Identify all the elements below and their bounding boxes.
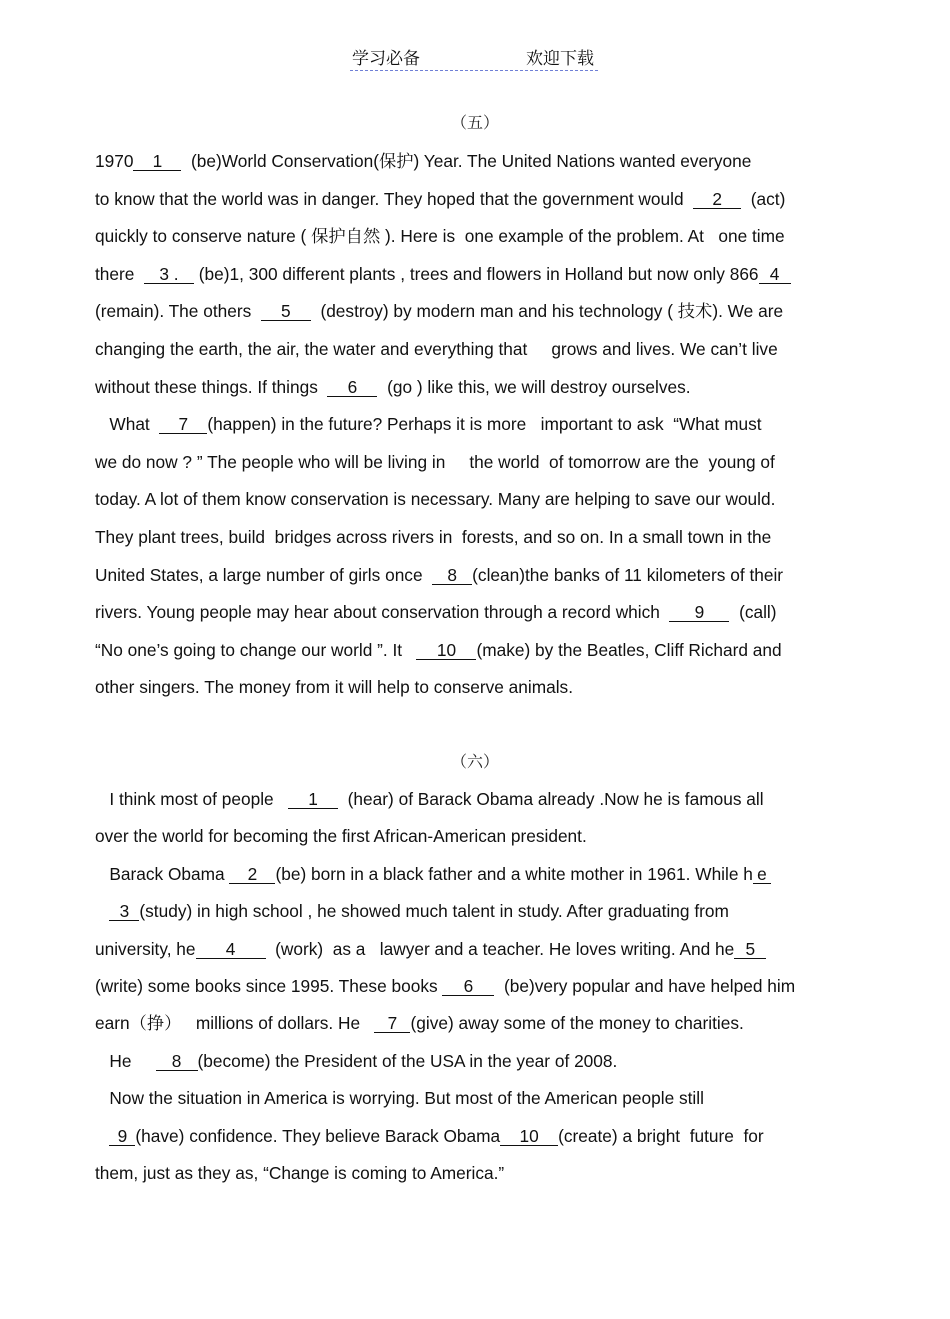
text-segment: (happen) in the future? Perhaps it is more important to ask “What must (207, 414, 762, 435)
text-segment: 1970 (95, 151, 134, 171)
text-segment: (become) the President of the USA in the year of 2008. (197, 1050, 618, 1071)
answer-blank[interactable]: 2 (229, 865, 275, 884)
text-line (95, 1012, 744, 1034)
text-line (95, 676, 573, 698)
text-segment: Now the situation in America is worrying. But most of the American people still (95, 1088, 704, 1109)
text-segment: other singers. The money from it will help to conserve animals. (95, 677, 574, 698)
text-segment (95, 1126, 109, 1146)
answer-blank[interactable]: 7 (159, 415, 207, 434)
text-line (95, 975, 795, 997)
answer-blank[interactable]: 3 (109, 902, 139, 921)
text-segment: (call) (729, 602, 777, 623)
text-segment: there (95, 263, 144, 284)
text-line (95, 564, 783, 586)
text-line (95, 188, 785, 210)
answer-blank[interactable]: 7 (374, 1014, 410, 1033)
text-line (95, 788, 764, 810)
section-6-title: （六） (450, 752, 499, 771)
text-segment: (give) away some of the money to charities. (410, 1013, 744, 1034)
text-segment: I think most of people (95, 789, 289, 809)
text-segment: over the world for becoming the first African-American president. (95, 826, 587, 847)
text-line (95, 263, 791, 285)
text-segment: (go ) like this, we will destroy ourselves. (377, 376, 691, 397)
text-segment: rivers. Young people may hear about conservation through a record which (95, 602, 670, 623)
text-segment: earn（挣） millions of dollars. He (95, 1013, 375, 1034)
text-line (95, 225, 785, 247)
text-segment: without these things. If things (95, 376, 328, 397)
text-segment: (write) some books since 1995. These books (95, 976, 443, 996)
text-line (95, 900, 729, 922)
answer-blank[interactable]: 1 (133, 152, 181, 171)
text-line (95, 639, 782, 661)
header-left-text: 学习必备 (352, 49, 420, 69)
answer-blank[interactable]: 4 (759, 265, 791, 284)
text-line (95, 1162, 504, 1184)
text-segment: (be)1, 300 different plants , trees and flowers in Holland but now only 866 (194, 263, 759, 284)
text-line (95, 376, 691, 398)
text-segment: to know that the world was in danger. They hoped that the government would (95, 188, 694, 209)
text-line (95, 1087, 704, 1109)
text-segment: “No one’s going to change our world ”. It (95, 639, 417, 660)
text-segment: They plant trees, build bridges across rivers in forests, and so on. In a small town in the (95, 527, 772, 547)
text-segment: university, he (95, 938, 196, 959)
text-line (95, 825, 587, 847)
text-segment: (make) by the Beatles, Cliff Richard and (476, 639, 782, 660)
text-segment: United States, a large number of girls once (95, 564, 433, 585)
text-segment: quickly to conserve nature ( 保护自然 ). Here is one example of the problem. At one time (95, 226, 785, 247)
text-line (95, 338, 778, 360)
text-line (95, 300, 783, 322)
text-line (95, 601, 777, 623)
text-line (95, 526, 771, 548)
text-segment: (work) as a lawyer and a teacher. He loves writing. And he (265, 938, 735, 959)
answer-blank[interactable]: 5 (734, 940, 766, 959)
answer-blank[interactable]: 6 (327, 378, 377, 397)
answer-blank[interactable]: 5 (261, 302, 311, 321)
answer-blank[interactable]: 1 (288, 790, 338, 809)
text-line (95, 863, 771, 885)
text-line (95, 413, 762, 435)
text-segment: (have) confidence. They believe Barack Obama (135, 1125, 501, 1146)
answer-blank[interactable]: 10 (500, 1127, 558, 1146)
answer-blank[interactable]: 3 . (144, 265, 194, 284)
header-right-text: 欢迎下载 (526, 49, 594, 69)
text-line (95, 451, 775, 473)
answer-blank[interactable]: 10 (416, 641, 476, 660)
section-5-title: （五） (450, 113, 499, 132)
text-segment: today. A lot of them know conservation is necessary. Many are helping to save our would. (95, 489, 776, 510)
answer-blank[interactable]: 2 (693, 190, 741, 209)
text-segment: we do now ? ” The people who will be living in the world of tomorrow are the young of (95, 451, 775, 472)
text-segment: He (95, 1050, 156, 1071)
answer-blank[interactable]: 9 (669, 603, 729, 622)
text-segment: (be) born in a black father and a white mother in 1961. While h (275, 863, 753, 884)
page-header (350, 44, 598, 71)
text-segment: (create) a bright future for (558, 1125, 764, 1146)
text-segment: them, just as they as, “Change is coming to America.” (95, 1163, 505, 1183)
text-segment: (remain). The others (95, 301, 261, 322)
text-line (95, 1125, 764, 1147)
text-segment: What (95, 414, 160, 435)
text-segment: (destroy) by modern man and his technology ( 技术). We are (310, 301, 784, 322)
text-segment: (act) (741, 188, 786, 209)
text-line (95, 1050, 617, 1072)
text-segment (95, 901, 109, 921)
text-line (95, 150, 751, 172)
answer-blank[interactable]: 6 (442, 977, 494, 996)
answer-blank[interactable]: 8 (156, 1052, 198, 1071)
text-segment: Barack Obama (95, 863, 230, 884)
answer-blank[interactable]: 9 (109, 1127, 135, 1146)
text-segment: (study) in high school , he showed much talent in study. After graduating from (139, 901, 729, 922)
text-line (95, 488, 775, 510)
text-segment: (clean)the banks of 11 kilometers of their (472, 564, 784, 585)
text-line (95, 938, 766, 960)
answer-blank[interactable]: 4 (196, 940, 266, 959)
text-segment: changing the earth, the air, the water and everything that grows and lives. We can’t live (95, 339, 778, 359)
text-segment: (be)very popular and have helped him (494, 976, 796, 996)
text-segment: (be)World Conservation(保护) Year. The United Nations wanted everyone (181, 151, 752, 171)
answer-blank[interactable]: 8 (432, 566, 472, 585)
answer-blank[interactable]: e (753, 865, 771, 884)
text-segment: (hear) of Barack Obama already .Now he is famous all (338, 789, 764, 809)
